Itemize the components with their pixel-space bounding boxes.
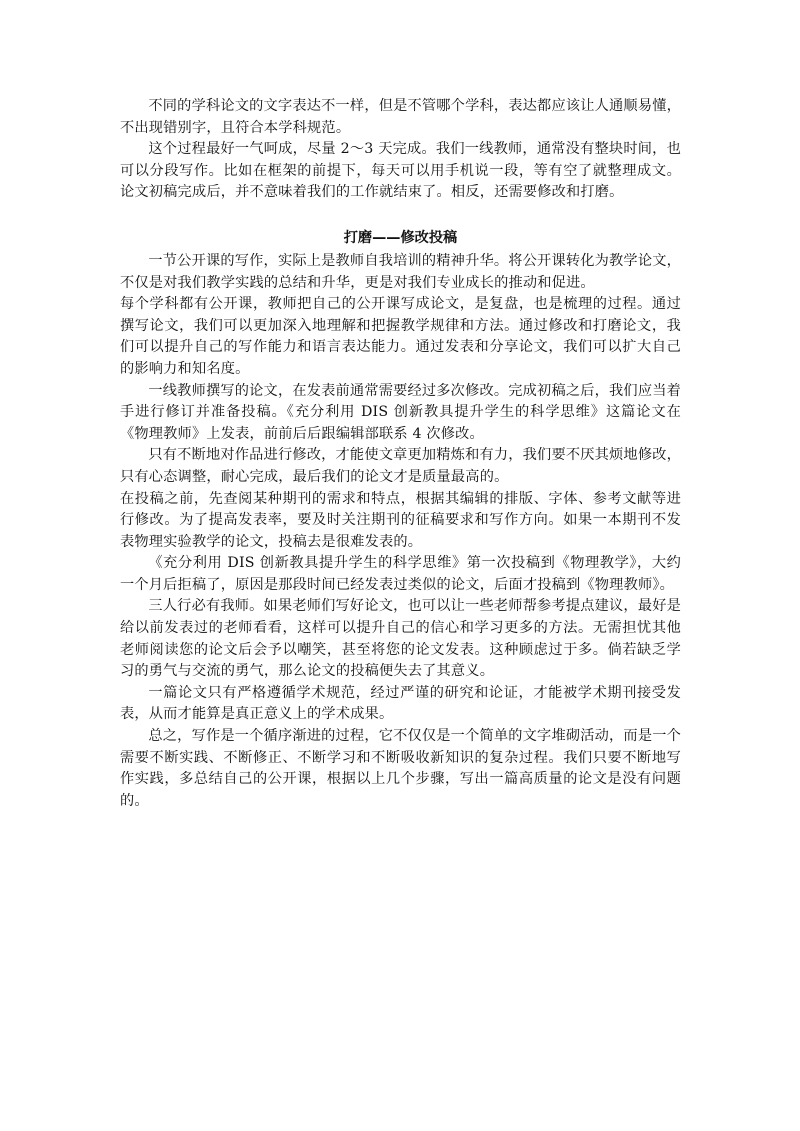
paragraph-5: 在投稿之前，先查阅某种期刊的需求和特点，根据其编辑的排版、字体、参考文献等进行修改。为了提高发表率，要及时关注期刊的征稿要求和写作方向。如果一本期刊不发表物理实验教学的论文，投稿去是很难发表的。 (120, 490, 681, 550)
paragraph-9: 总之，写作是一个循序渐进的过程，它不仅仅是一个简单的文字堆砌活动，而是一个需要不断实践、不断修正、不断学习和不断吸收新知识的复杂过程。我们只要不断地写作实践，多总结自己的公开课，根据以上几个步骤，写出一篇高质量的论文是没有问题的。 (120, 728, 681, 809)
paragraph-3: 一线教师撰写的论文，在发表前通常需要经过多次修改。完成初稿之后，我们应当着手进行修订并准备投稿。《充分利用 DIS 创新教具提升学生的科学思维》这篇论文在《物理教师》上发表，前前后后跟编辑部联系 4 次修改。 (120, 382, 681, 442)
document-page (120, 96, 681, 812)
paragraph-intro-2: 这个过程最好一气呵成，尽量 2～3 天完成。我们一线教师，通常没有整块时间，也可以分段写作。比如在框架的前提下，每天可以用手机说一段，等有空了就整理成文。论文初稿完成后，并不意味着我们的工作就结束了。相反，还需要修改和打磨。 (120, 141, 681, 201)
paragraph-2: 每个学科都有公开课，教师把自己的公开课写成论文，是复盘，也是梳理的过程。通过撰写论文，我们可以更加深入地理解和把握教学规律和方法。通过修改和打磨论文，我们可以提升自己的写作能力和语言表达能力。通过发表和分享论文，我们可以扩大自己的影响力和知名度。 (120, 296, 681, 377)
paragraph-6: 《充分利用 DIS 创新教具提升学生的科学思维》第一次投稿到《物理教学》，大约一个月后拒稿了，原因是那段时间已经发表过类似的论文，后面才投稿到《物理教师》。 (120, 555, 681, 593)
section-gap (120, 204, 681, 215)
paragraph-7: 三人行必有我师。如果老师们写好论文，也可以让一些老师帮参考提点建议，最好是给以前发表过的老师看看，这样可以提升自己的信心和学习更多的方法。无需担忧其他老师阅读您的论文后会予以嘲笑，甚至将您的论文发表。这种顾虑过于多。倘若缺乏学习的勇气与交流的勇气，那么论文的投稿便失去了其意义。 (120, 598, 681, 680)
paragraph-1: 一节公开课的写作，实际上是教师自我培训的精神升华。将公开课转化为教学论文，不仅是对我们教学实践的总结和升华，更是对我们专业成长的推动和促进。 (120, 252, 681, 291)
paragraph-intro-1: 不同的学科论文的文字表达不一样，但是不管哪个学科，表达都应该让人通顺易懂，不出现错别字，且符合本学科规范。 (120, 98, 681, 136)
paragraph-4: 只有不断地对作品进行修改，才能使文章更加精炼和有力，我们要不厌其烦地修改，只有心态调整，耐心完成，最后我们的论文才是质量最高的。 (120, 447, 681, 485)
section-heading: 打磨——修改投稿 (343, 229, 458, 246)
paragraph-8: 一篇论文只有严格遵循学术规范，经过严谨的研究和论证，才能被学术期刊接受发表，从而才能算是真正意义上的学术成果。 (120, 684, 681, 723)
